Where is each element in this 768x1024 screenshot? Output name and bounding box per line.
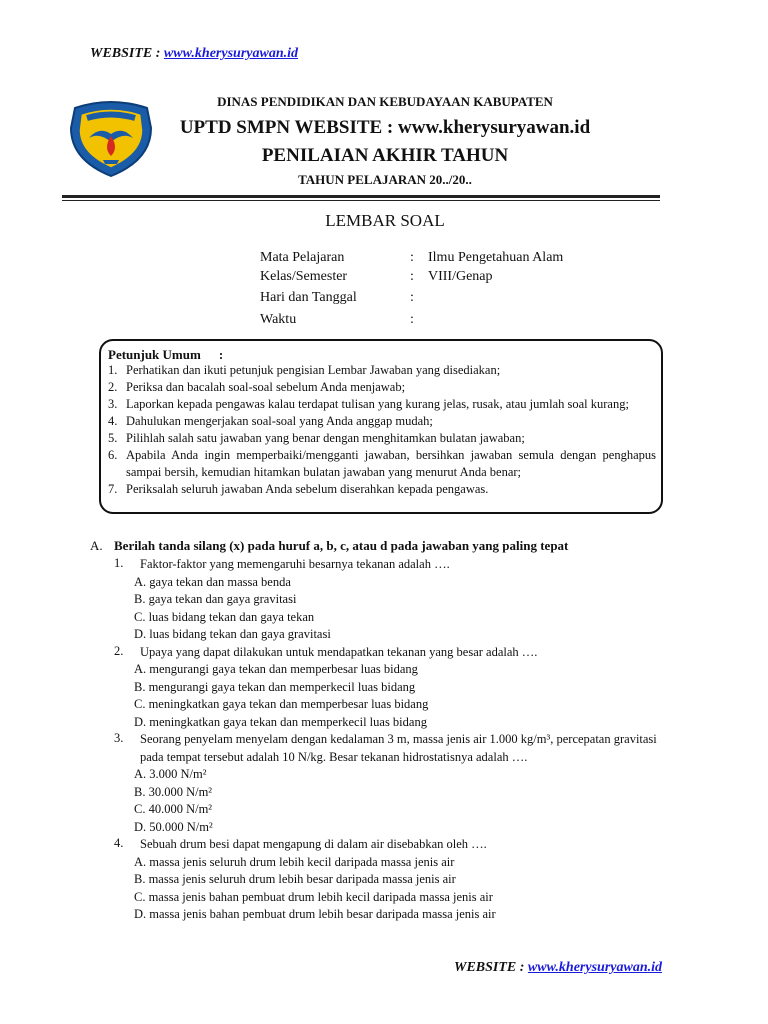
question-item: [114, 836, 664, 924]
identity-label: Kelas/Semester: [260, 269, 348, 284]
exam-title: PENILAIAN AKHIR TAHUN: [261, 145, 509, 166]
answer-option: B. 30.000 N/m²: [134, 784, 213, 799]
identity-value: Ilmu Pengetahuan Alam: [428, 250, 564, 265]
question-number: 2.: [114, 643, 124, 658]
institution-line1: DINAS PENDIDIKAN DAN KEBUDAYAAN KABUPATEN: [217, 94, 553, 109]
identity-label: Mata Pelajaran: [260, 250, 345, 265]
question-text: Upaya yang dapat dilakukan untuk mendapatkan tekanan yang besar adalah ….: [140, 644, 538, 659]
footer-website-label: WEBSITE :: [454, 960, 528, 975]
question-item: [114, 731, 664, 836]
question-list: [114, 556, 664, 924]
answer-option: B. massa jenis seluruh drum lebih besar daripada massa jenis air: [134, 872, 456, 886]
answer-option: D. massa jenis bahan pembuat drum lebih besar daripada massa jenis air: [134, 907, 496, 921]
general-instructions-box: [99, 339, 663, 514]
instruction-item: 7. Periksalah seluruh jawaban Anda sebelum diserahkan kepada pengawas.: [108, 482, 489, 496]
institution-line2: UPTD SMPN WEBSITE : www.kherysuryawan.id: [179, 117, 591, 138]
question-number: 1.: [114, 556, 124, 570]
answer-option: D. 50.000 N/m²: [134, 819, 213, 834]
instruction-item: 6. Apabila Anda ingin memperbaiki/mengganti jawaban, bersihkan jawaban semula dengan penghapus sampai bersih, kemudian hitamkan bulatan jawaban yang menurut Anda benar;: [108, 448, 656, 479]
section-letter: A.: [90, 538, 103, 553]
answer-option: A. massa jenis seluruh drum lebih kecil daripada massa jenis air: [134, 854, 455, 869]
instruction-item: 4. Dahulukan mengerjakan soal-soal yang Anda anggap mudah;: [108, 414, 433, 428]
document-title: LEMBAR SOAL: [325, 211, 445, 230]
instruction-item: 1. Perhatikan dan ikuti petunjuk pengisian Lembar Jawaban yang disediakan;: [108, 363, 501, 377]
header-website-label: WEBSITE :: [90, 46, 164, 61]
question-item: [114, 644, 664, 732]
question-number: 4.: [114, 836, 124, 850]
answer-option: C. massa jenis bahan pembuat drum lebih kecil daripada massa jenis air: [134, 889, 493, 904]
academic-year: TAHUN PELAJARAN 20../20..: [298, 172, 472, 187]
answer-option: D. meningkatkan gaya tekan dan memperkecil luas bidang: [134, 714, 427, 729]
question-number: 3.: [114, 731, 124, 745]
instruction-item: 5. Pilihlah salah satu jawaban yang benar dengan menghitamkan bulatan jawaban;: [108, 431, 525, 445]
answer-option: A. 3.000 N/m²: [134, 767, 207, 781]
question-text: Seorang penyelam menyelam dengan kedalaman 3 m, massa jenis air 1.000 kg/m³, percepatan gravitasi pada tempat tersebut adalah 10 N/kg. Besar tekanan hidrostatisnya adalah ….: [140, 732, 657, 764]
instructions-title: Petunjuk Umum :: [108, 347, 224, 362]
answer-option: B. gaya tekan dan gaya gravitasi: [134, 592, 297, 606]
question-text: Sebuah drum besi dapat mengapung di dalam air disebabkan oleh ….: [140, 837, 487, 851]
identity-label: Hari dan Tanggal: [260, 290, 357, 305]
answer-option: C. luas bidang tekan dan gaya tekan: [134, 609, 315, 624]
question-item: [114, 556, 664, 644]
header-website: [90, 46, 298, 62]
header-rule-thin: [62, 200, 660, 201]
identity-label: Waktu: [260, 312, 297, 327]
answer-option: B. mengurangi gaya tekan dan memperkecil luas bidang: [134, 679, 416, 694]
instructions-list: [108, 362, 656, 498]
instruction-item: 3. Laporkan kepada pengawas kalau terdapat tulisan yang kurang jelas, rusak, atau jumlah soal kurang;: [108, 397, 629, 411]
identity-value: VIII/Genap: [428, 269, 493, 284]
tut-wuri-handayani-logo-icon: [67, 98, 155, 178]
header-rule: [62, 195, 660, 198]
header-website-link[interactable]: www.kherysuryawan.id: [163, 46, 298, 61]
answer-option: A. mengurangi gaya tekan dan memperbesar luas bidang: [134, 662, 418, 676]
section-a-heading: [90, 538, 568, 554]
footer-website-link[interactable]: www.kherysuryawan.id: [527, 960, 662, 975]
answer-option: C. meningkatkan gaya tekan dan memperbesar luas bidang: [134, 697, 429, 711]
instruction-item: 2. Periksa dan bacalah soal-soal sebelum Anda menjawab;: [108, 380, 406, 394]
answer-option: C. 40.000 N/m²: [134, 802, 213, 816]
section-instruction: Berilah tanda silang (x) pada huruf a, b, c, atau d pada jawaban yang paling tepat: [114, 538, 569, 553]
answer-option: A. gaya tekan dan massa benda: [134, 574, 291, 589]
footer-website: [454, 960, 662, 976]
answer-option: D. luas bidang tekan dan gaya gravitasi: [134, 627, 331, 641]
question-text: Faktor-faktor yang memengaruhi besarnya tekanan adalah ….: [140, 557, 450, 571]
